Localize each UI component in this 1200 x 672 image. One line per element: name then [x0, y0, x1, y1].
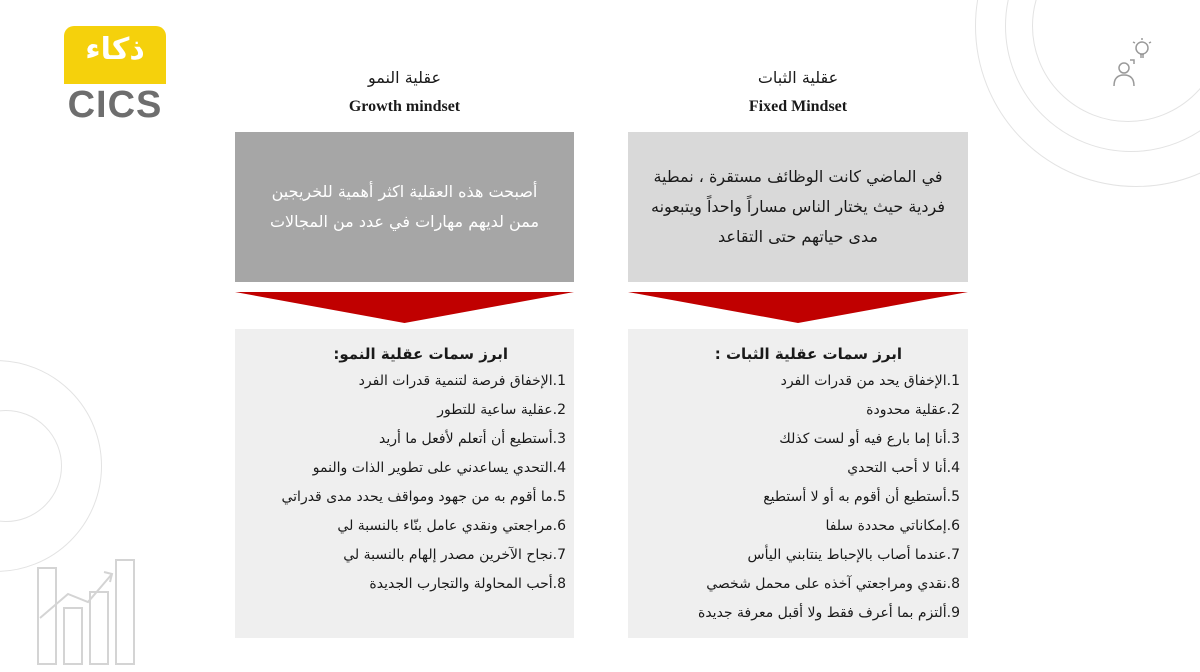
list-item: 2.عقلية ساعية للتطور	[437, 402, 566, 418]
growth-title-ar: عقلية النمو	[367, 68, 442, 87]
list-item: 1.الإخفاق يحد من قدرات الفرد	[780, 373, 960, 389]
growth-down-arrow	[235, 292, 574, 324]
list-item: 8.أحب المحاولة والتجارب الجديدة	[369, 576, 566, 592]
list-item: 4.أنا لا أحب التحدي	[847, 460, 960, 476]
list-item: 5.ما أقوم به من جهود ومواقف يحدد مدى قدراتي	[281, 489, 566, 505]
fixed-summary-box	[628, 132, 968, 282]
fixed-header	[628, 66, 968, 118]
growth-traits-title: ابرز سمات عقلية النمو:	[333, 345, 508, 363]
list-item: 3.أستطيع أن أتعلم لأفعل ما أريد	[379, 431, 566, 447]
list-item: 1.الإخفاق فرصة لتنمية قدرات الفرد	[358, 373, 566, 389]
list-item: 3.أنا إما بارع فيه أو لست كذلك	[779, 431, 960, 447]
fixed-title-ar: عقلية الثبات	[757, 68, 839, 87]
growth-summary-text: أصبحت هذه العقلية اكثر أهمية للخريجين ممن لديهم مهارات في عدد من المجالات	[269, 182, 540, 231]
bar-chart-growth-icon	[34, 548, 142, 666]
list-item: 6.مراجعتي ونقدي عامل بنّاء بالنسبة لي	[337, 518, 566, 534]
growth-header	[235, 66, 574, 118]
list-item: 4.التحدي يساعدني على تطوير الذات والنمو	[312, 460, 566, 476]
list-item: 7.عندما أصاب بالإحباط ينتابني اليأس	[747, 547, 960, 563]
fixed-title-en: Fixed Mindset	[748, 98, 848, 115]
list-item: 2.عقلية محدودة	[866, 402, 960, 418]
growth-title-en: Growth mindset	[348, 98, 461, 115]
list-item: 8.نقدي ومراجعتي آخذه على محمل شخصي	[706, 576, 960, 592]
fixed-down-arrow	[628, 292, 968, 324]
growth-traits-panel	[235, 329, 574, 638]
list-item: 5.أستطيع أن أقوم به أو لا أستطيع	[763, 489, 960, 505]
list-item: 7.نجاح الآخرين مصدر إلهام بالنسبة لي	[343, 547, 566, 563]
fixed-traits-title: ابرز سمات عقلية الثبات :	[714, 345, 902, 363]
growth-summary-box	[235, 132, 574, 282]
fixed-traits-panel	[628, 329, 968, 638]
lightbulb-person-icon	[1112, 36, 1160, 88]
list-item: 6.إمكاناتي محددة سلفا	[825, 518, 960, 534]
decorative-circle	[975, 0, 1200, 187]
cics-logo	[64, 26, 166, 128]
decorative-circle	[0, 360, 102, 572]
logo-arabic-text: ذكاء	[85, 32, 145, 67]
list-item: 9.ألتزم بما أعرف فقط ولا أقبل معرفة جديدة	[697, 605, 960, 621]
logo-latin-text: CICS	[67, 84, 163, 126]
fixed-summary-text: في الماضي كانت الوظائف مستقرة ، نمطية فردية حيث يختار الناس مساراً واحداً ويتبعونه مدى حياتهم حتى التقاعد	[651, 167, 945, 246]
